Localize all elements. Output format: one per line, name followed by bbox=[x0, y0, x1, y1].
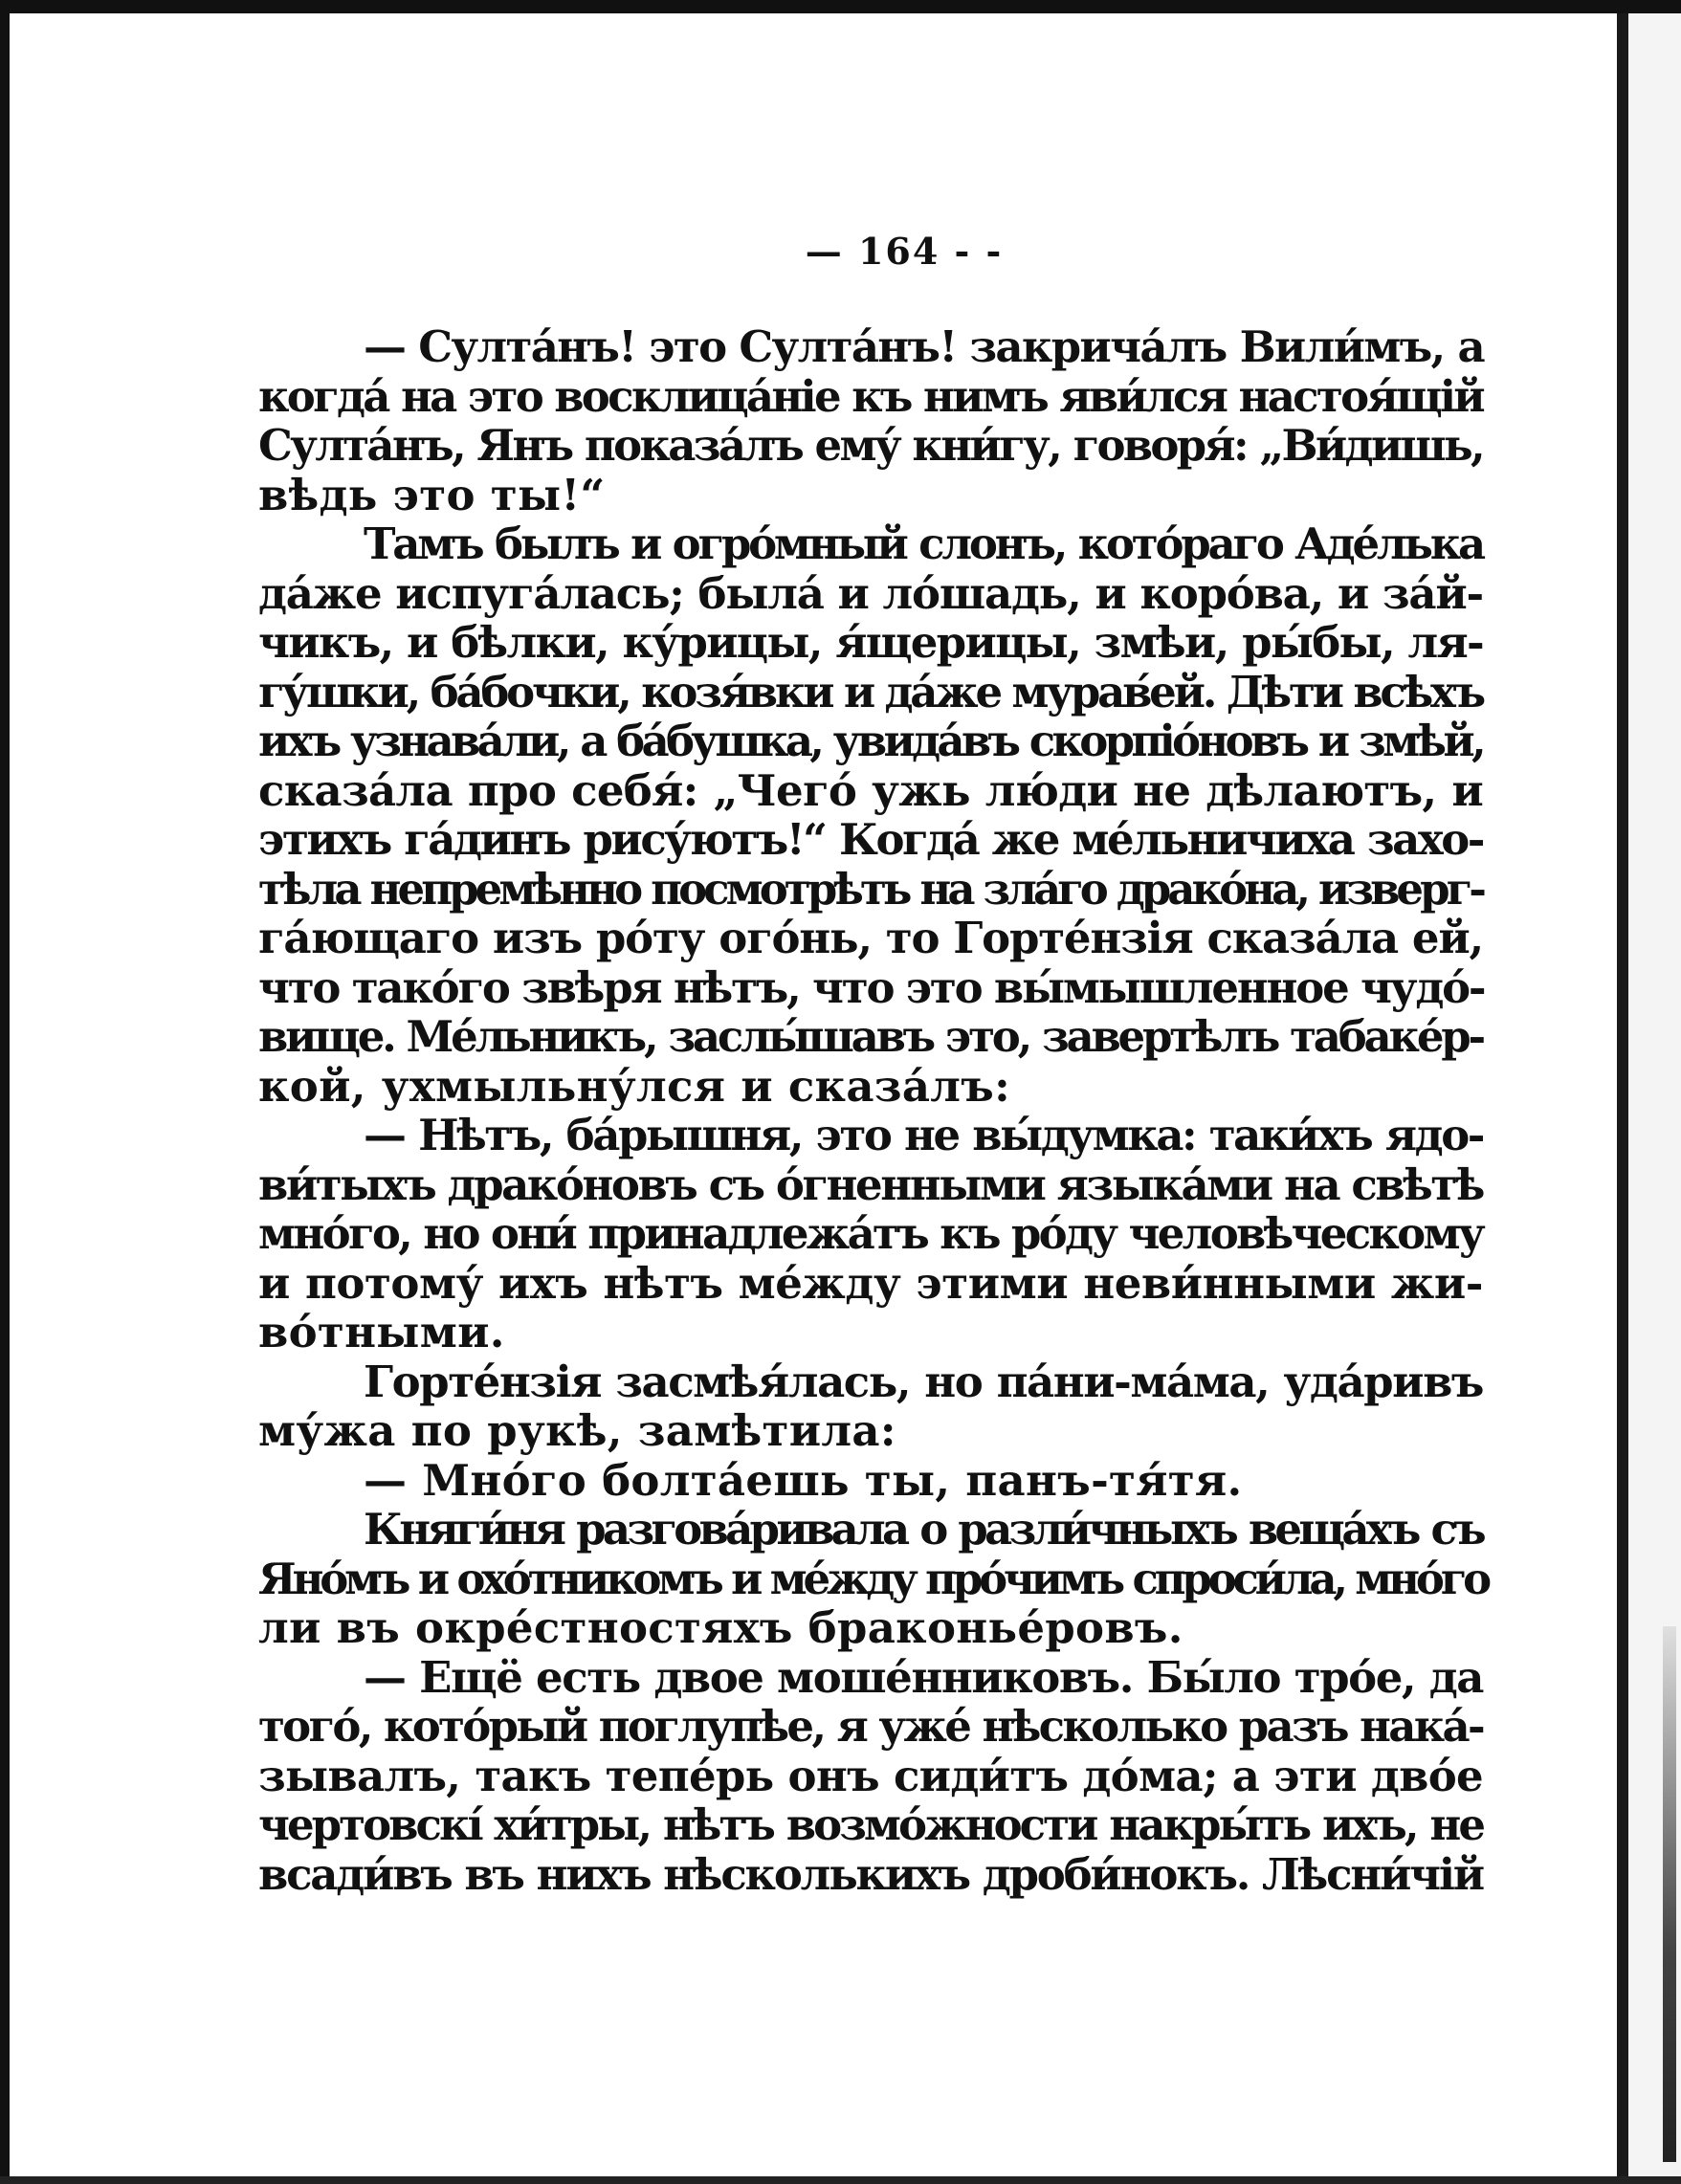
paragraph-dragons bbox=[258, 1111, 1483, 1357]
text-line: га́ющаго изъ ро́ту ого́нь, то Горте́нзія сказа́ла ей, bbox=[258, 913, 1483, 963]
paragraph-hortensia bbox=[258, 1357, 1483, 1456]
text-line: во́тными. bbox=[258, 1307, 505, 1357]
text-line: когда́ на это восклица́ніе къ нимъ яви́лся настоя́щій bbox=[258, 370, 1483, 422]
text-line: вѣдь это ты!“ bbox=[258, 469, 606, 520]
text-line: мно́го, но они́ принадлежа́тъ къ ро́ду человѣческому bbox=[258, 1208, 1483, 1259]
text-line: ли въ окре́стностяхъ браконье́ровъ. bbox=[258, 1602, 1183, 1653]
text-line: что тако́го звѣря нѣтъ, что это вы́мышленное чудо́- bbox=[258, 961, 1485, 1013]
text-line: сказа́ла про себя́: „Чего́ ужь лю́ди не дѣлаютъ, и bbox=[258, 764, 1483, 816]
text-line: — Нѣтъ, ба́рышня, это не вы́думка: таки́хъ ядо- bbox=[364, 1110, 1483, 1160]
page-body bbox=[258, 230, 1488, 1900]
text-line: Султа́нъ, Янъ показа́лъ ему́ кни́гу, говоря́: „Ви́дишь, bbox=[258, 420, 1483, 471]
text-line: вище. Ме́льникъ, заслы́шавъ это, завертѣлъ табаке́р- bbox=[258, 1011, 1483, 1062]
scan-border-left bbox=[0, 0, 10, 2184]
text-line: му́жа по рукѣ, замѣтила: bbox=[258, 1405, 896, 1456]
text-line: — Ещё есть двое моше́нниковъ. Бы́ло тро́е, да bbox=[364, 1651, 1483, 1703]
paragraph-poachers bbox=[258, 1653, 1483, 1900]
text-line: того́, кото́рый поглупѣе, я ужé нѣсколько разъ нака́- bbox=[258, 1701, 1483, 1752]
gutter-shadow bbox=[1663, 1626, 1676, 2162]
text-line: тѣла непремѣнно посмотрѣть на зла́го драко́на, изверг- bbox=[258, 863, 1483, 915]
text-line: ви́тыхъ драко́новъ съ о́гненными языка́ми на свѣтѣ bbox=[258, 1158, 1483, 1210]
paragraph-princess bbox=[258, 1504, 1488, 1653]
text-line: кой, ухмыльну́лся и сказа́лъ: bbox=[258, 1060, 1011, 1112]
scan-border-bottom bbox=[0, 2176, 1681, 2184]
text-line: ихъ узнава́ли, а ба́бушка, увида́въ скорпіо́новъ и змѣй, bbox=[258, 716, 1483, 766]
text-line: Княги́ня разгова́ривала о разли́чныхъ веща́хъ съ bbox=[364, 1504, 1483, 1555]
text-line: этихъ га́динъ рису́ютъ!“ Когда́ же ме́льничиха захо- bbox=[258, 814, 1483, 865]
text-line: чикъ, и бѣлки, ку́рицы, я́щерицы, змѣи, ры́бы, ля- bbox=[258, 617, 1483, 668]
text-line: Яно́мъ и охо́тникомъ и ме́жду про́чимъ спроси́ла, мно́го bbox=[258, 1553, 1488, 1604]
text-line: — Мно́го болта́ешь ты, панъ-тя́тя. bbox=[364, 1454, 1243, 1506]
text-line: гу́шки, ба́бочки, козя́вки и да́же мурав́ей. Дѣти всѣхъ bbox=[258, 666, 1483, 717]
paragraph-remark bbox=[258, 1456, 1483, 1506]
text-line: да́же испуга́лась; была́ и ло́шадь, и коро́ва, и за́й- bbox=[258, 567, 1483, 619]
text-line: — Султа́нъ! это Султа́нъ! закрича́лъ Вили́мъ, а bbox=[364, 321, 1484, 372]
text-line: Горте́нзія засмѣя́лась, но па́ни-ма́ма, уда́ривъ bbox=[364, 1356, 1483, 1407]
scan-border-top bbox=[0, 0, 1681, 13]
paragraph-sultan bbox=[258, 322, 1483, 519]
paragraph-animals bbox=[258, 519, 1483, 1111]
text-line: Тамъ былъ и огро́мный слонъ, кото́раго Аде́лька bbox=[364, 518, 1483, 569]
book-gutter-line bbox=[1617, 13, 1628, 2176]
text-line: всади́въ въ нихъ нѣсколькихъ дроби́нокъ. Лѣсни́чій bbox=[258, 1848, 1483, 1900]
page-number: — 164 - - bbox=[805, 230, 1004, 273]
text-line: и потому́ ихъ нѣтъ ме́жду этими неви́нными жи- bbox=[258, 1257, 1483, 1309]
text-line: чертовскі́ хи́тры, нѣтъ возмо́жности накры́ть ихъ, не bbox=[258, 1799, 1483, 1850]
text-line: зывалъ, такъ тепе́рь онъ сиди́тъ до́ма; а эти дво́е bbox=[258, 1750, 1483, 1801]
